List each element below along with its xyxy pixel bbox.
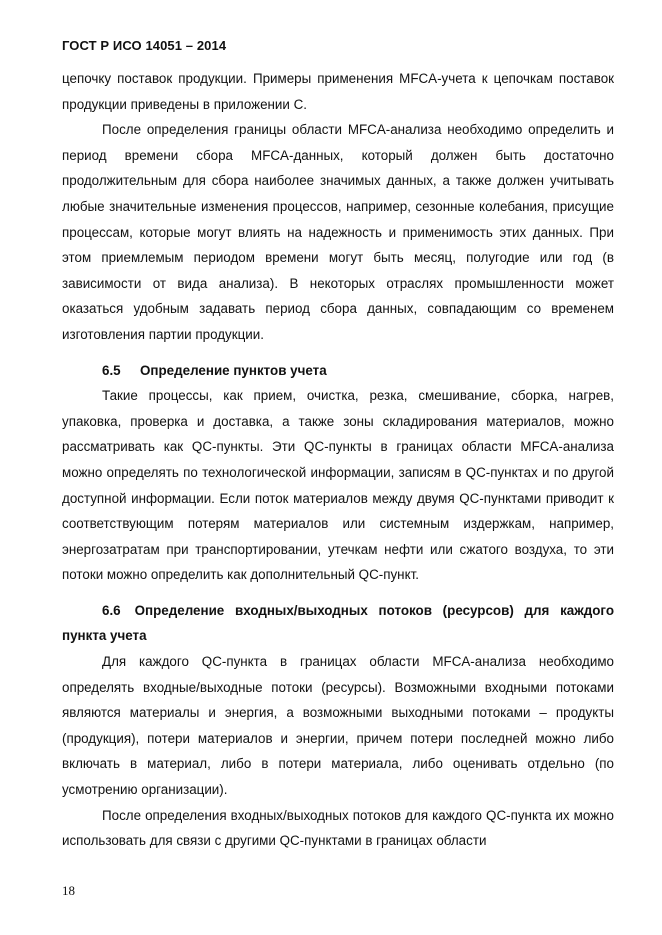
- section-heading-6-6: [62, 598, 614, 649]
- paragraph-linking-qc-points: После определения входных/выходных потоков для каждого QC-пункта их можно использовать для связи с другими QC-пунктами в границах области: [62, 807, 614, 849]
- paragraph-supply-chain: цепочку поставок продукции. Примеры применения MFCA-учета к цепочкам поставок продукции приведены в приложении С.: [62, 71, 614, 112]
- page-number: 18: [62, 883, 75, 898]
- section-title: Определение входных/выходных потоков (ресурсов) для каждого пункта учета: [62, 602, 614, 644]
- paragraph-qc-points: Такие процессы, как прием, очистка, резка, смешивание, сборка, нагрев, упаковка, проверка и доставка, а также зоны складирования материалов, можно рассматривать как QC-пункты. Эти QC-пункты в границах области MFCA-анализа можно определять по технологической информации, записям в QC-пунктах и по другой доступной информации. Если поток материалов между двумя QC-пунктами приводит к соответствующим потерям материалов или системным издержкам, например, энергозатратам при транспортировании, утечкам нефти или сжатого воздуха, то эти потоки можно определить как дополнительный QC-пункт.: [62, 388, 614, 583]
- document-body: [62, 66, 614, 854]
- paragraph-time-period: После определения границы области MFCA-анализа необходимо определить и период времени сбора MFCA-данных, который должен быть достаточно продолжительным для сбора наиболее значимых данных, а также должен учитывать любые значительные изменения процессов, например, сезонные колебания, присущие процессам, которые могут влиять на надежность и применимость этих данных. При этом приемлемым периодом времени могут быть месяц, полугодие или год (в зависимости от вида анализа). В некоторых отраслях промышленности может оказаться удобным задавать период сбора данных, совпадающим со временем изготовления партии продукции.: [62, 122, 614, 342]
- section-heading-6-5: [62, 358, 614, 384]
- paragraph-input-output-flows: Для каждого QC-пункта в границах области MFCA-анализа необходимо определять входные/выходные потоки (ресурсы). Возможными входными потоками являются материалы и энергия, а возможными выходными потоками – продукты (продукция), потери материалов и энергии, причем потери последней можно либо включать в материал, либо в потери материала, либо оценивать отдельно (по усмотрению организации).: [62, 654, 614, 798]
- document-header: ГОСТ Р ИСО 14051 – 2014: [62, 38, 227, 53]
- section-title: Определение пунктов учета: [140, 362, 327, 378]
- section-number: 6.6: [102, 602, 121, 618]
- section-number: 6.5: [102, 362, 121, 378]
